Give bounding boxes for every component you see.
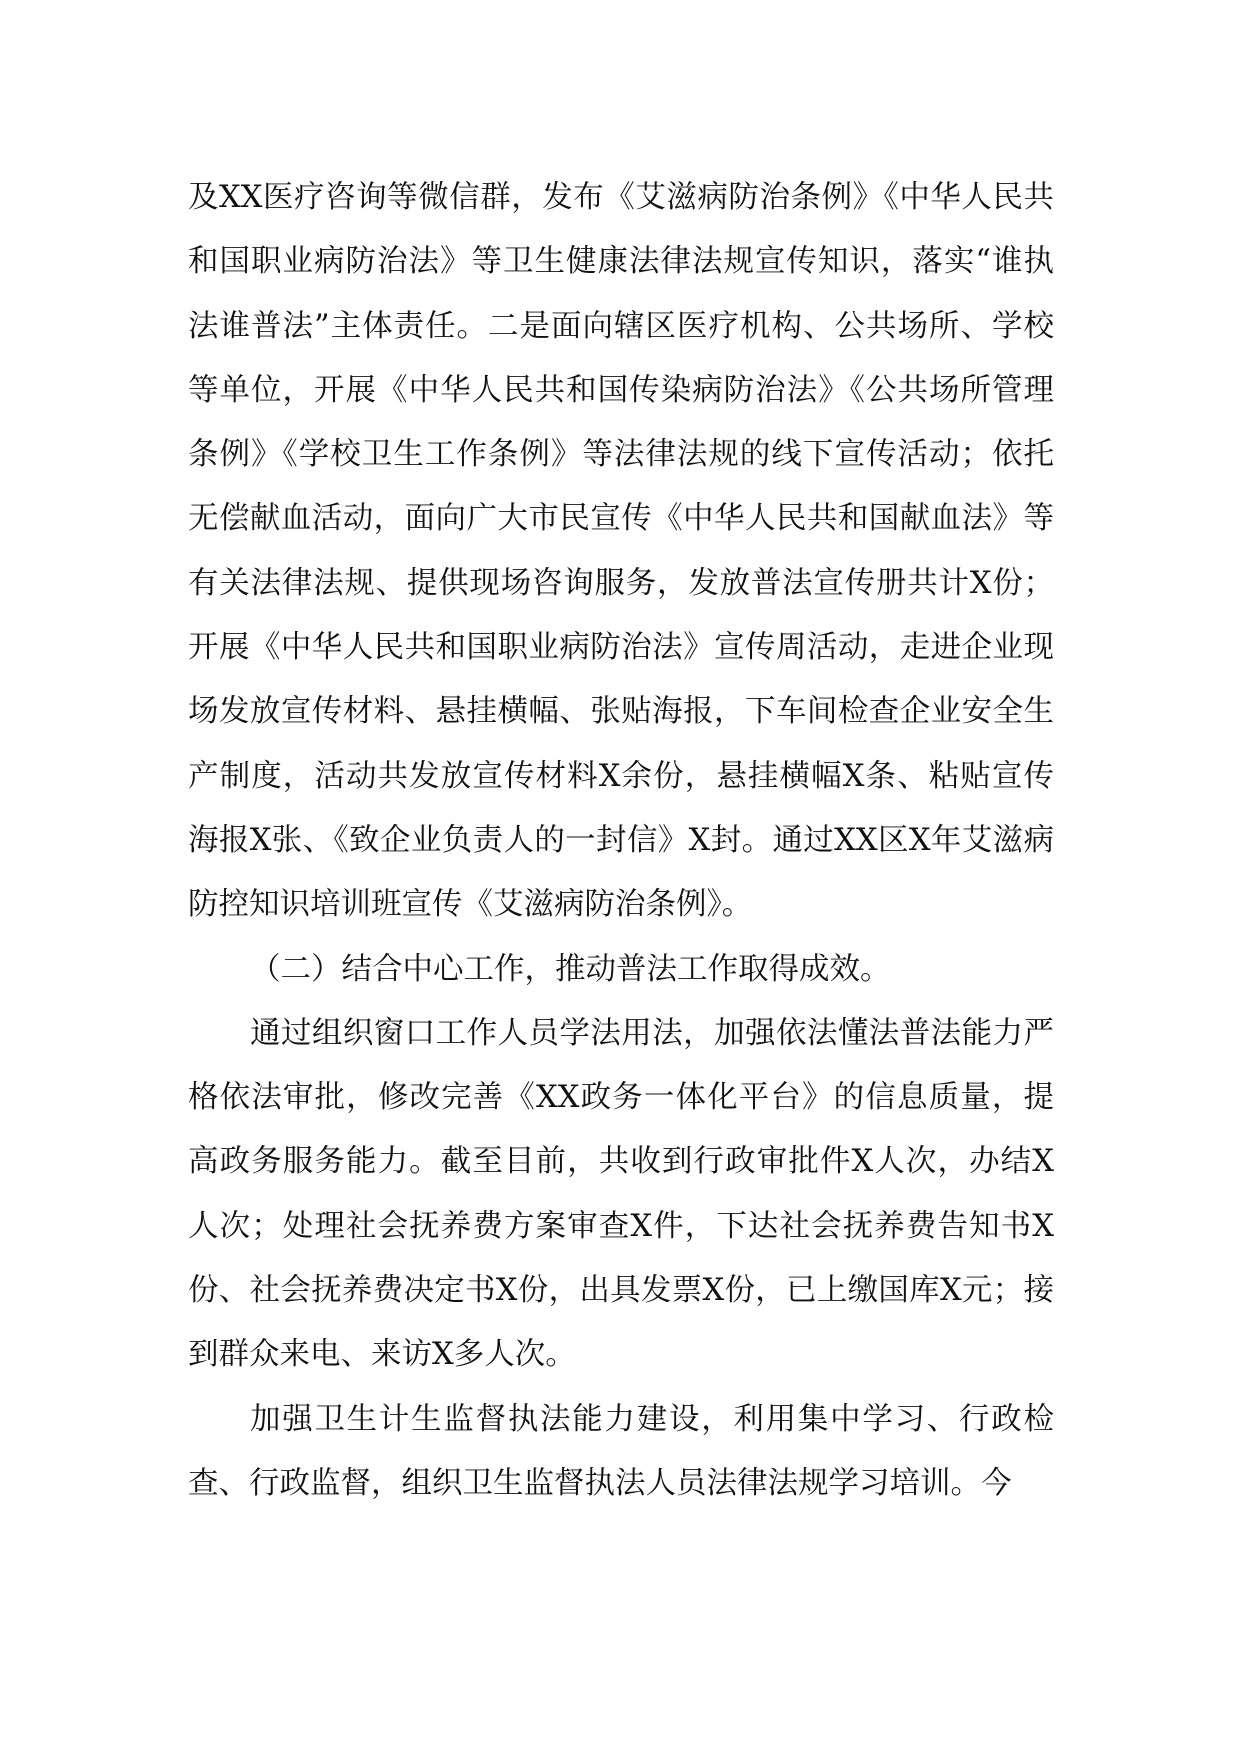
- paragraph-continuation: 及XX医疗咨询等微信群，发布《艾滋病防治条例》《中华人民共和国职业病防治法》等卫生健康法律法规宣传知识，落实“谁执法谁普法”主体责任。二是面向辖区医疗机构、公共场所、学校等单位，开展《中华人民共和国传染病防治法》《公共场所管理条例》《学校卫生工作条例》等法律法规的线下宣传活动；依托无偿献血活动，面向广大市民宣传《中华人民共和国献血法》等有关法律法规、提供现场咨询服务，发放普法宣传册共计X份；开展《中华人民共和国职业病防治法》宣传周活动，走进企业现场发放宣传材料、悬挂横幅、张贴海报，下车间检查企业安全生产制度，活动共发放宣传材料X余份，悬挂横幅X条、粘贴宣传海报X张、《致企业负责人的一封信》X封。通过XX区X年艾滋病防控知识培训班宣传《艾滋病防治条例》。: [188, 180, 1054, 923]
- paragraph-body: 通过组织窗口工作人员学法用法，加强依法懂法普法能力严格依法审批，修改完善《XX政务一体化平台》的信息质量，提高政务服务能力。截至目前，共收到行政审批件X人次，办结X人次；处理社会抚养费方案审查X件，下达社会抚养费告知书X份、社会抚养费决定书X份，出具发票X份，已上缴国库X元；接到群众来电、来访X多人次。: [188, 1015, 1054, 1373]
- document-body: [188, 166, 1054, 1516]
- paragraph-body: 加强卫生计生监督执法能力建设，利用集中学习、行政检查、行政监督，组织卫生监督执法人员法律法规学习培训。今: [188, 1401, 1054, 1501]
- section-heading: （二）结合中心工作，推动普法工作取得成效。: [250, 951, 891, 987]
